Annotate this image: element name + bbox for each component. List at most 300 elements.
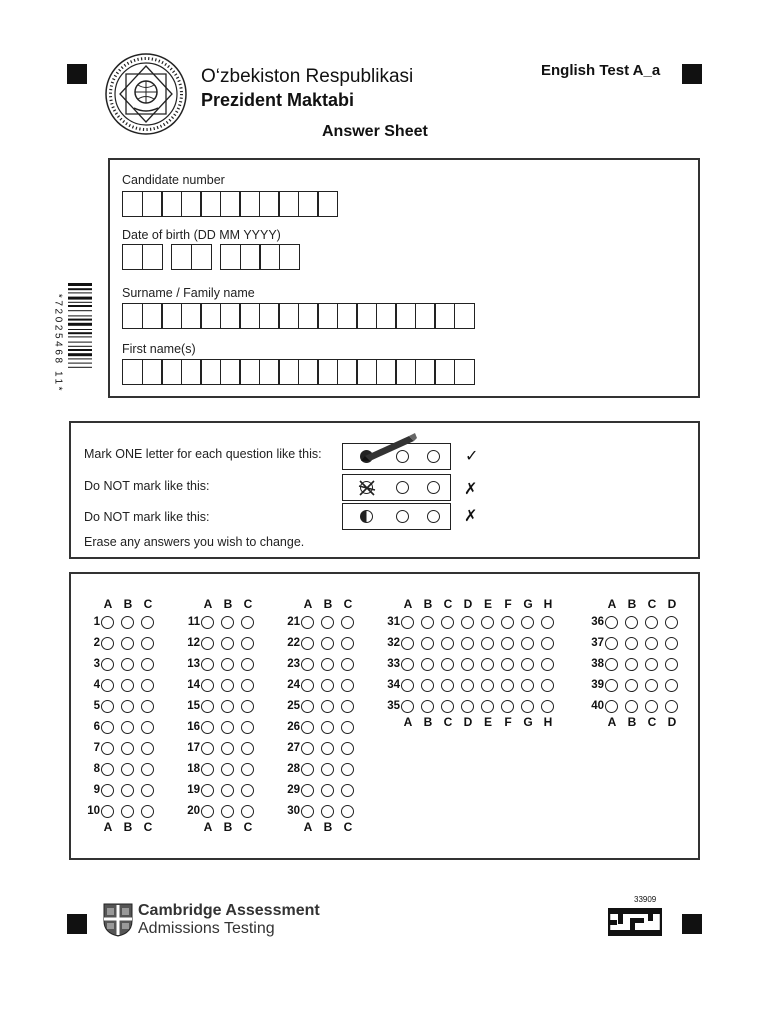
firstname-cell[interactable] (220, 359, 241, 385)
answer-bubble-6-B[interactable] (121, 721, 134, 734)
barcode-bar (68, 297, 92, 300)
answer-bubble-3-A[interactable] (101, 658, 114, 671)
option-letter: C (443, 597, 453, 611)
answer-bubble-11-A[interactable] (201, 616, 214, 629)
answer-bubble-26-C[interactable] (341, 721, 354, 734)
answer-bubble-1-C[interactable] (141, 616, 154, 629)
answer-bubble-24-C[interactable] (341, 679, 354, 692)
answer-bubble-31-C[interactable] (441, 616, 454, 629)
answer-bubble-32-F[interactable] (501, 637, 514, 650)
answer-bubble-17-C[interactable] (241, 742, 254, 755)
answer-bubble-28-C[interactable] (341, 763, 354, 776)
option-letter: A (607, 715, 617, 729)
answer-bubble-18-C[interactable] (241, 763, 254, 776)
answer-bubble-27-A[interactable] (301, 742, 314, 755)
column-footer (98, 820, 158, 834)
firstname-cell[interactable] (395, 359, 416, 385)
answer-bubble-31-D[interactable] (461, 616, 474, 629)
instruction-correct: Mark ONE letter for each question like this: (84, 447, 322, 461)
answer-bubble-13-C[interactable] (241, 658, 254, 671)
surname-cell[interactable] (200, 303, 221, 329)
answer-bubble-33-G[interactable] (521, 658, 534, 671)
surname-cell[interactable] (395, 303, 416, 329)
candidate-number-cell[interactable] (239, 191, 260, 217)
barcode-bar (68, 342, 92, 343)
answer-bubble-5-A[interactable] (101, 700, 114, 713)
answer-bubble-8-C[interactable] (141, 763, 154, 776)
answer-bubble-35-G[interactable] (521, 700, 534, 713)
answer-bubble-17-A[interactable] (201, 742, 214, 755)
answer-bubble-28-A[interactable] (301, 763, 314, 776)
correct-check-icon: ✓ (465, 448, 479, 465)
registration-mark-bottom-left (67, 914, 87, 934)
answer-bubble-31-G[interactable] (521, 616, 534, 629)
answer-bubble-32-G[interactable] (521, 637, 534, 650)
answer-bubble-25-B[interactable] (321, 700, 334, 713)
answer-bubble-19-B[interactable] (221, 784, 234, 797)
question-row-6 (78, 719, 161, 735)
answer-bubble-14-C[interactable] (241, 679, 254, 692)
question-row-5 (78, 698, 161, 714)
question-row-40 (582, 698, 685, 714)
candidate-number-cell[interactable] (298, 191, 319, 217)
answer-bubble-35-A[interactable] (401, 700, 414, 713)
barcode-bar (68, 323, 92, 326)
answer-bubble-24-A[interactable] (301, 679, 314, 692)
answer-bubble-32-D[interactable] (461, 637, 474, 650)
answer-bubble-15-B[interactable] (221, 700, 234, 713)
question-number: 40 (591, 700, 604, 712)
dob-cell[interactable] (240, 244, 261, 270)
answer-bubble-21-B[interactable] (321, 616, 334, 629)
answer-bubble-8-B[interactable] (121, 763, 134, 776)
org-name-line1: Cambridge Assessment (138, 902, 320, 919)
answer-bubble-14-A[interactable] (201, 679, 214, 692)
candidate-number-cell[interactable] (142, 191, 163, 217)
answer-bubble-40-B[interactable] (625, 700, 638, 713)
school-seal-logo (104, 52, 188, 136)
firstname-cell[interactable] (142, 359, 163, 385)
answer-bubble-2-A[interactable] (101, 637, 114, 650)
option-letter: B (627, 715, 637, 729)
answer-bubble-7-A[interactable] (101, 742, 114, 755)
question-row-2 (78, 635, 161, 651)
firstname-cell[interactable] (337, 359, 358, 385)
surname-field[interactable] (122, 303, 473, 329)
answer-bubble-31-E[interactable] (481, 616, 494, 629)
answer-bubble-38-D[interactable] (665, 658, 678, 671)
answer-bubble-34-E[interactable] (481, 679, 494, 692)
answer-bubble-39-A[interactable] (605, 679, 618, 692)
answer-bubble-16-B[interactable] (221, 721, 234, 734)
question-number: 7 (93, 742, 100, 754)
surname-cell[interactable] (356, 303, 377, 329)
question-row-23 (278, 656, 361, 672)
dob-cell[interactable] (259, 244, 280, 270)
question-number: 25 (287, 700, 300, 712)
pencil-icon (359, 432, 419, 462)
answer-bubble-2-C[interactable] (141, 637, 154, 650)
answer-bubble-40-D[interactable] (665, 700, 678, 713)
answer-bubble-35-F[interactable] (501, 700, 514, 713)
answer-bubble-16-C[interactable] (241, 721, 254, 734)
surname-cell[interactable] (298, 303, 319, 329)
surname-cell[interactable] (337, 303, 358, 329)
column-header (98, 597, 158, 611)
answer-bubble-10-A[interactable] (101, 805, 114, 818)
option-letter: A (103, 597, 113, 611)
answer-bubble-32-A[interactable] (401, 637, 414, 650)
question-row-19 (178, 782, 261, 798)
question-row-26 (278, 719, 361, 735)
firstname-cell[interactable] (161, 359, 182, 385)
answer-bubble-26-B[interactable] (321, 721, 334, 734)
example-wrong-half (342, 503, 451, 530)
answer-bubble-37-C[interactable] (645, 637, 658, 650)
barcode-bar (68, 292, 92, 293)
header-school: Prezident Maktabi (201, 90, 355, 110)
surname-cell[interactable] (434, 303, 455, 329)
answer-bubble-37-B[interactable] (625, 637, 638, 650)
answer-bubble-15-A[interactable] (201, 700, 214, 713)
option-letter: C (243, 597, 253, 611)
answer-bubble-22-C[interactable] (341, 637, 354, 650)
answer-bubble-20-B[interactable] (221, 805, 234, 818)
firstname-cell[interactable] (181, 359, 202, 385)
answer-bubble-30-A[interactable] (301, 805, 314, 818)
answer-bubble-4-C[interactable] (141, 679, 154, 692)
answer-bubble-1-B[interactable] (121, 616, 134, 629)
answer-bubble-10-B[interactable] (121, 805, 134, 818)
option-letter: C (343, 597, 353, 611)
firstname-cell[interactable] (434, 359, 455, 385)
firstname-cell[interactable] (317, 359, 338, 385)
answer-bubble-31-F[interactable] (501, 616, 514, 629)
column-footer (602, 715, 682, 729)
option-letter: A (403, 715, 413, 729)
option-letter: A (203, 597, 213, 611)
answer-bubble-23-A[interactable] (301, 658, 314, 671)
option-letter: B (423, 597, 433, 611)
answer-bubble-12-A[interactable] (201, 637, 214, 650)
answer-bubble-31-A[interactable] (401, 616, 414, 629)
question-row-27 (278, 740, 361, 756)
firstname-cell[interactable] (376, 359, 397, 385)
barcode-bar (68, 349, 92, 351)
option-letter: F (504, 715, 512, 729)
option-letter: F (504, 597, 512, 611)
answer-bubble-9-C[interactable] (141, 784, 154, 797)
answer-bubble-23-C[interactable] (341, 658, 354, 671)
question-row-25 (278, 698, 361, 714)
answer-bubble-39-B[interactable] (625, 679, 638, 692)
answer-bubble-16-A[interactable] (201, 721, 214, 734)
barcode-bar (68, 288, 92, 290)
dob-cell[interactable] (142, 244, 163, 270)
answer-bubble-13-B[interactable] (221, 658, 234, 671)
answer-bubble-34-B[interactable] (421, 679, 434, 692)
question-row-18 (178, 761, 261, 777)
answer-bubble-12-B[interactable] (221, 637, 234, 650)
surname-cell[interactable] (181, 303, 202, 329)
question-number: 3 (93, 658, 100, 670)
answer-bubble-28-B[interactable] (321, 763, 334, 776)
answer-bubble-33-C[interactable] (441, 658, 454, 671)
answer-bubble-15-C[interactable] (241, 700, 254, 713)
answer-bubble-35-H[interactable] (541, 700, 554, 713)
answer-bubble-29-B[interactable] (321, 784, 334, 797)
option-letter: B (223, 820, 233, 834)
option-letter: D (667, 597, 677, 611)
answer-bubble-30-B[interactable] (321, 805, 334, 818)
answer-bubble-33-E[interactable] (481, 658, 494, 671)
dob-cell[interactable] (122, 244, 143, 270)
answer-bubble-34-F[interactable] (501, 679, 514, 692)
answer-bubble-30-C[interactable] (341, 805, 354, 818)
answer-bubble-32-E[interactable] (481, 637, 494, 650)
candidate-number-cell[interactable] (220, 191, 241, 217)
surname-cell[interactable] (415, 303, 436, 329)
example-bubble (427, 510, 440, 523)
answer-bubble-34-G[interactable] (521, 679, 534, 692)
surname-cell[interactable] (376, 303, 397, 329)
answer-bubble-25-A[interactable] (301, 700, 314, 713)
answer-bubble-27-B[interactable] (321, 742, 334, 755)
question-number: 27 (287, 742, 300, 754)
firstname-cell[interactable] (298, 359, 319, 385)
question-row-32 (378, 635, 561, 651)
answer-bubble-32-B[interactable] (421, 637, 434, 650)
answer-bubble-39-D[interactable] (665, 679, 678, 692)
answer-bubble-11-B[interactable] (221, 616, 234, 629)
answer-bubble-7-B[interactable] (121, 742, 134, 755)
question-number: 28 (287, 763, 300, 775)
answer-bubble-34-A[interactable] (401, 679, 414, 692)
surname-label: Surname / Family name (122, 286, 255, 300)
answer-bubble-26-A[interactable] (301, 721, 314, 734)
dob-cell[interactable] (191, 244, 212, 270)
surname-cell[interactable] (161, 303, 182, 329)
firstname-field[interactable] (122, 359, 473, 385)
answer-bubble-6-A[interactable] (101, 721, 114, 734)
dob-cell[interactable] (171, 244, 192, 270)
option-letter: C (143, 597, 153, 611)
column-header (198, 597, 258, 611)
answer-bubble-4-A[interactable] (101, 679, 114, 692)
registration-mark-top-left (67, 64, 87, 84)
question-row-14 (178, 677, 261, 693)
answer-bubble-13-A[interactable] (201, 658, 214, 671)
option-letter: A (103, 820, 113, 834)
example-wrong-crossed (342, 474, 451, 501)
option-letter: B (223, 597, 233, 611)
firstname-cell[interactable] (259, 359, 280, 385)
answer-bubble-4-B[interactable] (121, 679, 134, 692)
answer-bubble-14-B[interactable] (221, 679, 234, 692)
answer-bubble-40-A[interactable] (605, 700, 618, 713)
answer-bubble-21-A[interactable] (301, 616, 314, 629)
question-number: 4 (93, 679, 100, 691)
dob-cell[interactable] (279, 244, 300, 270)
answer-bubble-39-C[interactable] (645, 679, 658, 692)
answer-bubble-33-B[interactable] (421, 658, 434, 671)
answer-bubble-34-H[interactable] (541, 679, 554, 692)
answer-bubble-19-C[interactable] (241, 784, 254, 797)
answer-bubble-6-C[interactable] (141, 721, 154, 734)
answer-bubble-12-C[interactable] (241, 637, 254, 650)
question-number: 14 (187, 679, 200, 691)
answer-bubble-5-C[interactable] (141, 700, 154, 713)
answer-bubble-18-A[interactable] (201, 763, 214, 776)
answer-bubble-2-B[interactable] (121, 637, 134, 650)
answer-bubble-31-B[interactable] (421, 616, 434, 629)
answer-bubble-36-A[interactable] (605, 616, 618, 629)
answer-bubble-9-B[interactable] (121, 784, 134, 797)
question-row-39 (582, 677, 685, 693)
barcode-bar (68, 358, 92, 359)
firstname-cell[interactable] (239, 359, 260, 385)
candidate-number-cell[interactable] (259, 191, 280, 217)
answer-bubble-33-A[interactable] (401, 658, 414, 671)
answer-bubble-11-C[interactable] (241, 616, 254, 629)
example-bubble (427, 481, 440, 494)
firstname-cell[interactable] (122, 359, 143, 385)
answer-bubble-38-A[interactable] (605, 658, 618, 671)
surname-cell[interactable] (317, 303, 338, 329)
option-letter: H (543, 597, 553, 611)
answer-bubble-22-B[interactable] (321, 637, 334, 650)
surname-cell[interactable] (278, 303, 299, 329)
answer-bubble-37-D[interactable] (665, 637, 678, 650)
answer-bubble-19-A[interactable] (201, 784, 214, 797)
answer-bubble-3-B[interactable] (121, 658, 134, 671)
question-row-35 (378, 698, 561, 714)
surname-cell[interactable] (220, 303, 241, 329)
column-footer (398, 715, 558, 729)
answer-bubble-20-A[interactable] (201, 805, 214, 818)
answer-bubble-7-C[interactable] (141, 742, 154, 755)
question-row-10 (78, 803, 161, 819)
barcode-bar (68, 332, 92, 334)
answer-bubble-9-A[interactable] (101, 784, 114, 797)
firstname-cell[interactable] (415, 359, 436, 385)
answer-bubble-29-C[interactable] (341, 784, 354, 797)
answer-bubble-27-C[interactable] (341, 742, 354, 755)
question-row-20 (178, 803, 261, 819)
answer-bubble-17-B[interactable] (221, 742, 234, 755)
answer-bubble-29-A[interactable] (301, 784, 314, 797)
answer-bubble-31-H[interactable] (541, 616, 554, 629)
firstname-cell[interactable] (200, 359, 221, 385)
sheet-title: Answer Sheet (322, 123, 428, 140)
question-number: 5 (93, 700, 100, 712)
option-letter: D (667, 715, 677, 729)
option-letter: A (303, 820, 313, 834)
dob-group (171, 244, 210, 270)
option-letter: H (543, 715, 553, 729)
answer-bubble-1-A[interactable] (101, 616, 114, 629)
question-number: 19 (187, 784, 200, 796)
answer-bubble-38-B[interactable] (625, 658, 638, 671)
answer-bubble-36-C[interactable] (645, 616, 658, 629)
answer-bubble-21-C[interactable] (341, 616, 354, 629)
question-number: 6 (93, 721, 100, 733)
answer-bubble-20-C[interactable] (241, 805, 254, 818)
barcode-bar (68, 283, 92, 286)
firstname-cell[interactable] (454, 359, 475, 385)
answer-bubble-35-C[interactable] (441, 700, 454, 713)
surname-cell[interactable] (142, 303, 163, 329)
answer-bubble-36-B[interactable] (625, 616, 638, 629)
answer-bubble-38-C[interactable] (645, 658, 658, 671)
answer-bubble-34-D[interactable] (461, 679, 474, 692)
option-letter: C (343, 820, 353, 834)
answer-bubble-32-C[interactable] (441, 637, 454, 650)
column-header (602, 597, 682, 611)
answer-bubble-18-B[interactable] (221, 763, 234, 776)
candidate-number-cell[interactable] (161, 191, 182, 217)
answer-bubble-40-C[interactable] (645, 700, 658, 713)
example-bubble (427, 450, 440, 463)
question-number: 23 (287, 658, 300, 670)
column-header (398, 597, 558, 611)
firstname-cell[interactable] (278, 359, 299, 385)
answer-bubble-32-H[interactable] (541, 637, 554, 650)
answer-bubble-25-C[interactable] (341, 700, 354, 713)
answer-bubble-8-A[interactable] (101, 763, 114, 776)
candidate-number-cell[interactable] (122, 191, 143, 217)
surname-cell[interactable] (239, 303, 260, 329)
answer-bubble-3-C[interactable] (141, 658, 154, 671)
answer-bubble-34-C[interactable] (441, 679, 454, 692)
question-number: 11 (187, 616, 200, 628)
answer-bubble-35-B[interactable] (421, 700, 434, 713)
answer-bubble-5-B[interactable] (121, 700, 134, 713)
org-name-line2: Admissions Testing (138, 920, 275, 937)
barcode-bar (68, 310, 92, 311)
answer-bubble-35-D[interactable] (461, 700, 474, 713)
surname-cell[interactable] (259, 303, 280, 329)
candidate-number-field[interactable] (122, 191, 337, 217)
question-number: 32 (387, 637, 400, 649)
candidate-number-cell[interactable] (181, 191, 202, 217)
question-number: 8 (93, 763, 100, 775)
registration-mark-bottom-right (682, 914, 702, 934)
answer-bubble-36-D[interactable] (665, 616, 678, 629)
firstname-cell[interactable] (356, 359, 377, 385)
surname-cell[interactable] (454, 303, 475, 329)
candidate-number-cell[interactable] (200, 191, 221, 217)
answer-bubble-37-A[interactable] (605, 637, 618, 650)
answer-bubble-23-B[interactable] (321, 658, 334, 671)
example-bubble (396, 510, 409, 523)
question-number: 18 (187, 763, 200, 775)
question-number: 17 (187, 742, 200, 754)
surname-cell[interactable] (122, 303, 143, 329)
answer-bubble-24-B[interactable] (321, 679, 334, 692)
answer-bubble-10-C[interactable] (141, 805, 154, 818)
answer-bubble-22-A[interactable] (301, 637, 314, 650)
answer-bubble-33-F[interactable] (501, 658, 514, 671)
answer-bubble-35-E[interactable] (481, 700, 494, 713)
candidate-number-cell[interactable] (278, 191, 299, 217)
dob-cell[interactable] (220, 244, 241, 270)
answer-bubble-33-H[interactable] (541, 658, 554, 671)
question-row-15 (178, 698, 261, 714)
wrong-x-icon: ✗ (464, 481, 478, 498)
candidate-number-cell[interactable] (317, 191, 338, 217)
answer-bubble-33-D[interactable] (461, 658, 474, 671)
